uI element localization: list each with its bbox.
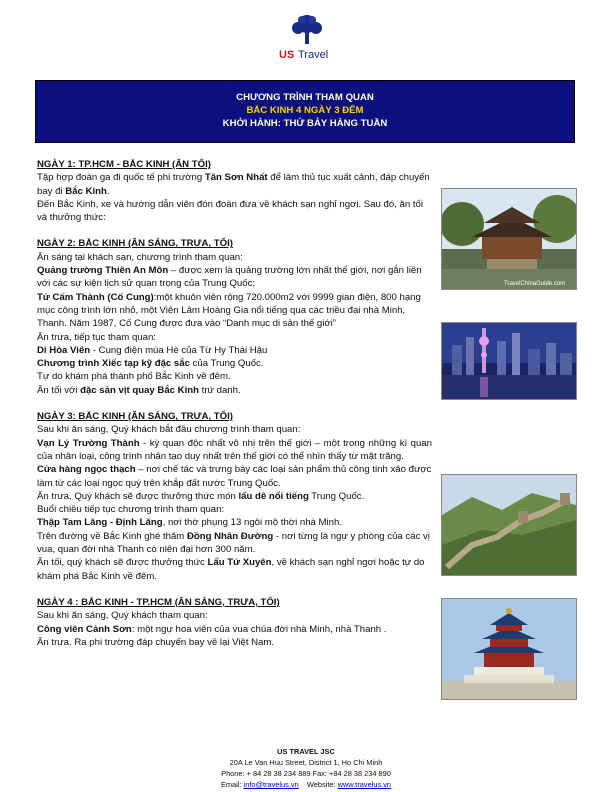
day3-paragraph: Trên đường về Bắc Kinh ghé thăm Đồng Nhân Đường - nơi từng là ngự y phòng của các vị vua, quan đời nhà Thanh có niên đại hơn 300 năm. (37, 530, 430, 556)
day2-paragraph: Ăn tối với đặc sản vịt quay Bắc Kinh trứ danh. (37, 384, 241, 396)
day2-paragraph: Ăn sáng tại khách sạn, chương trình tham quan: (37, 251, 243, 263)
day3-paragraph: Ăn tối, quý khách sẽ được thưởng thức Lẩu Tứ Xuyên, về khách sạn nghỉ ngơi hoặc tự do khám phá Bắc Kinh về đêm. (37, 557, 425, 582)
great-wall-photo (441, 474, 577, 576)
day3-paragraph: Cửa hàng ngọc thạch – nơi chế tác và trưng bày các loại sản phẩm thủ công tinh xảo được làm từ các loại ngọc quý trên khắp đất nước Trung Quốc. (37, 464, 432, 489)
day3-paragraph: Buổi chiều tiếp tục chương trình tham quan: (37, 504, 225, 516)
program-title: CHƯƠNG TRÌNH THAM QUAN (236, 92, 374, 103)
footer-phone: Phone: + 84 28 38 234 889 Fax: +84 28 38 234 890 (221, 769, 391, 778)
day2-paragraph: Ăn trưa, tiếp tục tham quan: (37, 331, 156, 343)
day1-paragraph: Tập hợp đoàn ga đi quốc tế phi trường Tân Sơn Nhất để làm thủ tục xuất cảnh, đáp chuyến bay đi Bắc Kinh. (37, 172, 430, 197)
day4-paragraph: Công viên Cảnh Sơn: một ngự hoa viên của vua chúa đời nhà Minh, nhà Thanh . (37, 623, 387, 635)
day2-paragraph: Quảng trường Thiên An Môn – được xem là quảng trường lớn nhất thế giới, nơi gắn liền với các sự kiện lịch sử quan trọng của Trung Quốc; (37, 265, 422, 290)
day3-paragraph: Sau khi ăn sáng, Quý khách bắt đầu chương trình tham quan: (37, 424, 301, 436)
pavilion-photo (441, 188, 577, 290)
svg-text:Travel: Travel (298, 49, 329, 61)
day2-paragraph: Tử Cấm Thành (Cố Cung):một khuôn viên rộng 720.000m2 với 9999 gian điện, 800 hạng mục công trình lớn nhỏ, một Viên Lâm Hoàng Gia nổi tiếng qua các triều đại nhà Minh, Thanh. Năm 1987, Cố Cung được đưa vào “Danh mục di sản thế giới” (37, 291, 421, 330)
tree-logo-icon (276, 14, 338, 62)
footer-company: US TRAVEL JSC (277, 747, 335, 756)
svg-text:TravelChinaGuide.com: TravelChinaGuide.com (504, 281, 566, 287)
day1-title: NGÀY 1: TP.HCM - BẮC KINH (ĂN TỐI) (37, 159, 211, 170)
itinerary (37, 158, 432, 649)
email-link[interactable]: info@travelus.vn (243, 780, 299, 789)
company-footer (0, 746, 612, 790)
day4-paragraph: Sau khi ăn sáng, Quý khách tham quan: (37, 610, 208, 622)
day3-paragraph: Thập Tam Lăng - Định Lăng, nơi thờ phụng 13 ngôi mộ thời nhà Minh. (37, 517, 343, 529)
day2-title: NGÀY 2: BẮC KINH (ĂN SÁNG, TRƯA, TỐI) (37, 238, 233, 250)
night-city-photo (441, 322, 577, 400)
departure-schedule: KHỞI HÀNH: THỨ BẢY HÀNG TUẦN (222, 118, 388, 129)
day2-paragraph: Di Hòa Viên - Cung điện mùa Hè của Từ Hy Thái Hậu (37, 344, 268, 356)
svg-text:US: US (279, 49, 295, 61)
footer-contact: Email: info@travelus.vn Website: www.travelus.vn (220, 780, 392, 789)
day3-paragraph: Vạn Lý Trường Thành - kỳ quan độc nhất vô nhị trên thế giới – một trong những kì quan của nhân loại, công trình nhân tạo duy nhất trên thế giới có thể nhìn thấy từ mặt trăng. (37, 437, 432, 462)
day2-paragraph: Chương trình Xiếc tạp kỹ đặc sắc của Trung Quốc. (37, 358, 264, 370)
day3-paragraph: Ăn trưa, Quý khách sẽ được thưởng thức món lẩu dê nổi tiếng Trung Quốc. (37, 490, 365, 502)
tour-name: BẮC KINH 4 NGÀY 3 ĐÊM (246, 105, 364, 116)
day1-paragraph: Đến Bắc Kinh, xe và hướng dẫn viên đón đoàn đưa về khách sạn nghỉ ngơi. Sau đó, ăn tối và thưởng thức: (37, 198, 423, 224)
temple-of-heaven-photo (441, 598, 577, 700)
day3-title: NGÀY 3: BẮC KINH (ĂN SÁNG, TRƯA, TỐI) (37, 411, 233, 423)
day2-paragraph: Tự do khám phá thành phố Bắc Kinh về đêm. (37, 371, 231, 383)
website-link[interactable]: www.travelus.vn (337, 780, 392, 789)
day4-title: NGÀY 4 : BẮC KINH - TP.HCM (ĂN SÁNG, TRƯA, TỐI) (37, 596, 280, 608)
footer-address: 20A Le Van Huu Street, District 1, Ho Chi Minh (229, 758, 383, 767)
program-banner (35, 80, 575, 143)
company-logo (276, 14, 338, 62)
day4-paragraph: Ăn trưa. Ra phi trường đáp chuyến bay về lại Việt Nam. (37, 636, 275, 648)
